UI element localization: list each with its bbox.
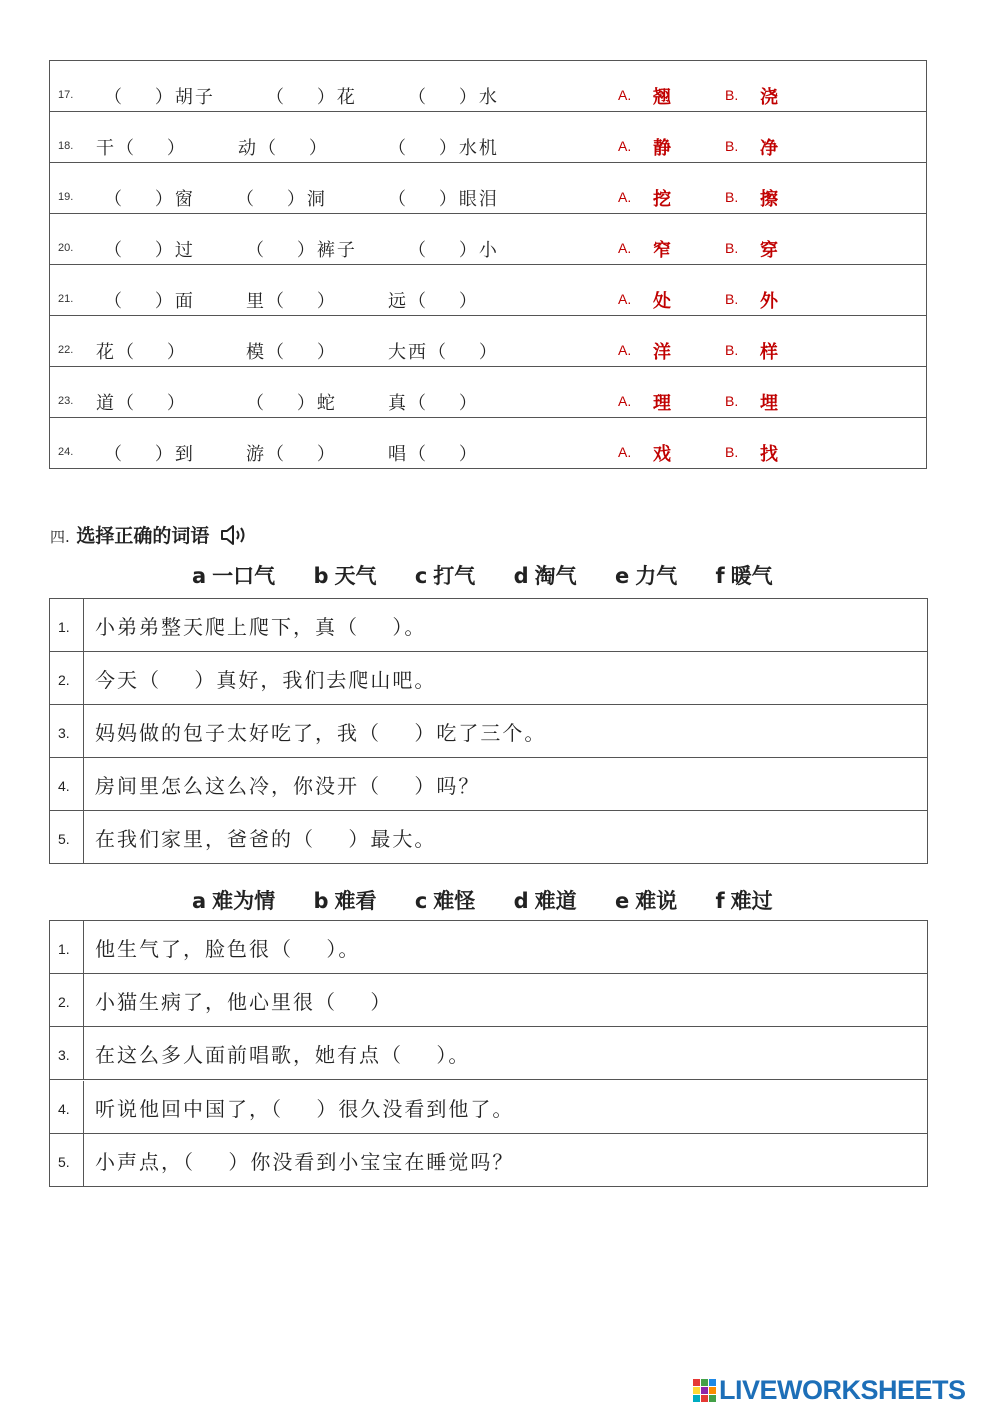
table-row xyxy=(50,1081,927,1134)
table-row xyxy=(50,811,927,864)
table-row xyxy=(50,214,926,265)
table-row xyxy=(50,599,927,652)
choice-d: d 淘气 xyxy=(513,563,577,588)
sentence-with-blank[interactable]: 他生气了，脸色很（ ）。 xyxy=(95,937,361,961)
table-row xyxy=(50,163,926,214)
option-b-label: B. xyxy=(725,342,739,358)
choice-b: b 难看 xyxy=(313,888,377,913)
option-a-char: 翘 xyxy=(653,87,671,108)
option-b-label: B. xyxy=(725,240,739,256)
option-b-char: 净 xyxy=(760,138,778,159)
option-b-char: 外 xyxy=(760,291,778,312)
word-blank-2[interactable]: （ ）洞 xyxy=(236,189,327,210)
option-a-label: A. xyxy=(618,138,632,154)
choice-c: c 打气 xyxy=(414,563,476,588)
section-number: 四. xyxy=(50,528,70,546)
table-row xyxy=(50,758,927,811)
question-number: 23. xyxy=(58,395,74,407)
item-number: 3. xyxy=(58,1047,70,1063)
word-blank-1[interactable]: 道（ ） xyxy=(96,393,187,414)
word-blank-3[interactable]: （ ）眼泪 xyxy=(388,189,499,210)
choice-d: d 难道 xyxy=(513,888,577,913)
option-b-label: B. xyxy=(725,189,739,205)
word-blank-3[interactable]: （ ）小 xyxy=(408,240,499,261)
table-row xyxy=(50,652,927,705)
option-b-char: 穿 xyxy=(760,240,778,261)
sentence-with-blank[interactable]: 小弟弟整天爬上爬下，真（ ）。 xyxy=(95,615,427,639)
fill-in-table-1 xyxy=(49,598,928,864)
item-number: 4. xyxy=(58,778,70,794)
option-a-label: A. xyxy=(618,240,632,256)
option-a-label: A. xyxy=(618,291,632,307)
choice-f: f 暖气 xyxy=(715,563,773,588)
question-number: 22. xyxy=(58,344,74,356)
option-a-label: A. xyxy=(618,87,632,103)
question-number: 20. xyxy=(58,242,74,254)
sentence-with-blank[interactable]: 在这么多人面前唱歌，她有点（ ）。 xyxy=(95,1043,471,1067)
choice-b: b 天气 xyxy=(313,563,377,588)
sentence-with-blank[interactable]: 听说他回中国了，（ ）很久没看到他了。 xyxy=(95,1097,515,1121)
word-blank-1[interactable]: （ ）胡子 xyxy=(104,87,215,108)
option-b-char: 样 xyxy=(760,342,778,363)
word-blank-3[interactable]: （ ）水 xyxy=(408,87,499,108)
logo-grid-icon xyxy=(693,1379,716,1402)
option-a-char: 窄 xyxy=(653,240,671,261)
table-row xyxy=(50,367,926,418)
fill-in-table-2 xyxy=(49,920,928,1187)
table-row xyxy=(50,61,926,112)
section-title: 选择正确的词语 xyxy=(76,525,210,547)
item-number: 4. xyxy=(58,1101,70,1117)
option-a-char: 挖 xyxy=(653,189,671,210)
sentence-with-blank[interactable]: 在我们家里，爸爸的（ ）最大。 xyxy=(95,827,437,851)
choice-c: c 难怪 xyxy=(414,888,476,913)
option-b-char: 擦 xyxy=(760,189,778,210)
table-row xyxy=(50,705,927,758)
sentence-with-blank[interactable]: 小猫生病了，他心里很（ ） xyxy=(95,990,393,1014)
word-blank-1[interactable]: （ ）面 xyxy=(104,291,195,312)
option-a-char: 理 xyxy=(653,393,671,414)
word-blank-3[interactable]: 远（ ） xyxy=(388,291,479,312)
section3-table xyxy=(49,60,927,469)
item-number: 5. xyxy=(58,1154,70,1170)
question-number: 18. xyxy=(58,140,74,152)
logo-text: LIVEWORKSHEETS xyxy=(719,1374,966,1405)
option-b-label: B. xyxy=(725,393,739,409)
item-number: 2. xyxy=(58,994,70,1010)
word-blank-1[interactable]: （ ）窗 xyxy=(104,189,195,210)
item-number: 1. xyxy=(58,941,70,957)
word-blank-1[interactable]: （ ）到 xyxy=(104,444,195,465)
choice-a: a 一口气 xyxy=(192,563,276,588)
word-blank-3[interactable]: 大西（ ） xyxy=(388,342,499,363)
question-number: 24. xyxy=(58,446,74,458)
word-blank-1[interactable]: 干（ ） xyxy=(96,138,187,159)
option-a-char: 处 xyxy=(653,291,671,312)
word-blank-2[interactable]: （ ）裤子 xyxy=(246,240,357,261)
option-b-label: B. xyxy=(725,87,739,103)
option-a-label: A. xyxy=(618,342,632,358)
sentence-with-blank[interactable]: 房间里怎么这么冷，你没开（ ）吗？ xyxy=(95,774,481,798)
table-row xyxy=(50,1027,927,1080)
table-row xyxy=(50,974,927,1027)
word-blank-2[interactable]: 动（ ） xyxy=(238,138,329,159)
sentence-with-blank[interactable]: 小声点，（ ）你没看到小宝宝在睡觉吗？ xyxy=(95,1150,515,1174)
word-blank-1[interactable]: （ ）过 xyxy=(104,240,195,261)
word-blank-2[interactable]: （ ）花 xyxy=(266,87,357,108)
item-number: 3. xyxy=(58,725,70,741)
option-b-char: 埋 xyxy=(760,393,778,414)
word-blank-3[interactable]: 唱（ ） xyxy=(388,444,479,465)
table-row xyxy=(50,921,927,974)
word-blank-2[interactable]: （ ）蛇 xyxy=(246,393,337,414)
sentence-with-blank[interactable]: 妈妈做的包子太好吃了，我（ ）吃了三个。 xyxy=(95,721,547,745)
table-row xyxy=(50,112,926,163)
item-number: 1. xyxy=(58,619,70,635)
option-a-label: A. xyxy=(618,393,632,409)
word-choices-2 xyxy=(192,885,804,915)
word-blank-2[interactable]: 模（ ） xyxy=(246,342,337,363)
option-b-char: 找 xyxy=(760,444,778,465)
table-row xyxy=(50,265,926,316)
option-a-label: A. xyxy=(618,444,632,460)
word-blank-2[interactable]: 里（ ） xyxy=(246,291,337,312)
choice-f: f 难过 xyxy=(715,888,773,913)
word-blank-2[interactable]: 游（ ） xyxy=(246,444,337,465)
option-a-char: 静 xyxy=(653,138,671,159)
word-blank-1[interactable]: 花（ ） xyxy=(96,342,187,363)
choice-e: e 难说 xyxy=(614,888,678,913)
table-row xyxy=(50,1134,927,1187)
item-number: 5. xyxy=(58,831,70,847)
option-a-label: A. xyxy=(618,189,632,205)
choice-e: e 力气 xyxy=(614,563,678,588)
table-row xyxy=(50,418,926,469)
option-b-char: 浇 xyxy=(760,87,778,108)
speaker-icon[interactable] xyxy=(220,524,248,551)
option-b-label: B. xyxy=(725,291,739,307)
liveworksheets-logo xyxy=(693,1374,966,1405)
question-number: 19. xyxy=(58,191,74,203)
item-number: 2. xyxy=(58,672,70,688)
option-a-char: 戏 xyxy=(653,444,671,465)
option-b-label: B. xyxy=(725,444,739,460)
word-choices-1 xyxy=(192,560,804,590)
word-blank-3[interactable]: （ ）水机 xyxy=(388,138,499,159)
sentence-with-blank[interactable]: 今天（ ）真好，我们去爬山吧。 xyxy=(95,668,437,692)
question-number: 17. xyxy=(58,89,74,101)
word-blank-3[interactable]: 真（ ） xyxy=(388,393,479,414)
option-a-char: 洋 xyxy=(653,342,671,363)
table-row xyxy=(50,316,926,367)
option-b-label: B. xyxy=(725,138,739,154)
choice-a: a 难为情 xyxy=(192,888,276,913)
section4-heading xyxy=(50,521,248,551)
question-number: 21. xyxy=(58,293,74,305)
